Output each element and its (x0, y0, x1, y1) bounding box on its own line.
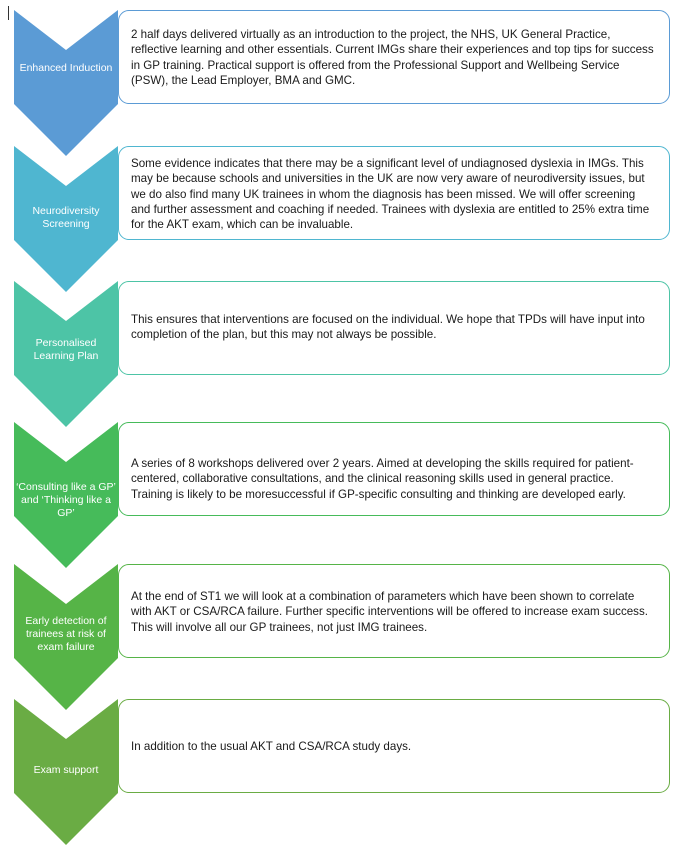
step-description-box (118, 422, 670, 516)
step-description: Some evidence indicates that there may be a significant level of undiagnosed dyslexia in IMGs. This may be because schools and universities in the UK are now very aware of neurodiversity issues, but we do also find many UK trainees in whom the diagnosis has been missed. We will offer screening and further assessment and coaching if needed. Trainees with dyslexia are entitled to 25% extra time for the AKT exam, which can be invaluable. (131, 157, 650, 232)
step-description-box (118, 10, 670, 104)
chevron-shape (14, 564, 118, 712)
step-description-box (118, 564, 670, 658)
chevron-shape (14, 10, 118, 158)
chevron-shape (14, 281, 118, 429)
step-label: Neurodiversity Screening (32, 205, 100, 230)
step-label: Personalised Learning Plan (33, 337, 99, 362)
chevron-shape (14, 422, 118, 570)
step-label: Exam support (33, 764, 99, 776)
chevron-shape (14, 699, 118, 847)
step-description: In addition to the usual AKT and CSA/RCA study days. (131, 740, 412, 753)
step-label: ‘Consulting like a GP’ and ‘Thinking like a GP’ (16, 481, 116, 519)
step-description: 2 half days delivered virtually as an introduction to the project, the NHS, UK General Practice, reflective learning and other essentials. Current IMGs share their experiences and top tips for success in GP training. Practical support is offered from the Professional Support and Wellbeing Service (PSW), the Lead Employer, BMA and GMC. (131, 28, 654, 87)
step-description: A series of 8 workshops delivered over 2 years. Aimed at developing the skills required for patient-centered, collaborative consultations, and the clinical reasoning skills used in general practice. Training is likely to be moresuccessful if GP-specific consulting and thinking are developed early. (131, 457, 634, 501)
step-description: This ensures that interventions are focused on the individual. We hope that TPDs will have input into completion of the plan, but this may not always be possible. (131, 313, 645, 342)
text-cursor (8, 6, 9, 20)
step-description-box (118, 281, 670, 375)
step-label: Enhanced Induction (19, 62, 113, 74)
step-description-box (118, 699, 670, 793)
step-description: At the end of ST1 we will look at a combination of parameters which have been shown to correlate with AKT or CSA/RCA failure. Further specific interventions will be offered to increase exam success. This will involve all our GP trainees, not just IMG trainees. (131, 590, 649, 634)
chevron-shape (14, 146, 118, 294)
step-description-box (118, 146, 670, 240)
step-label: Early detection of trainees at risk of exam failure (25, 615, 107, 653)
